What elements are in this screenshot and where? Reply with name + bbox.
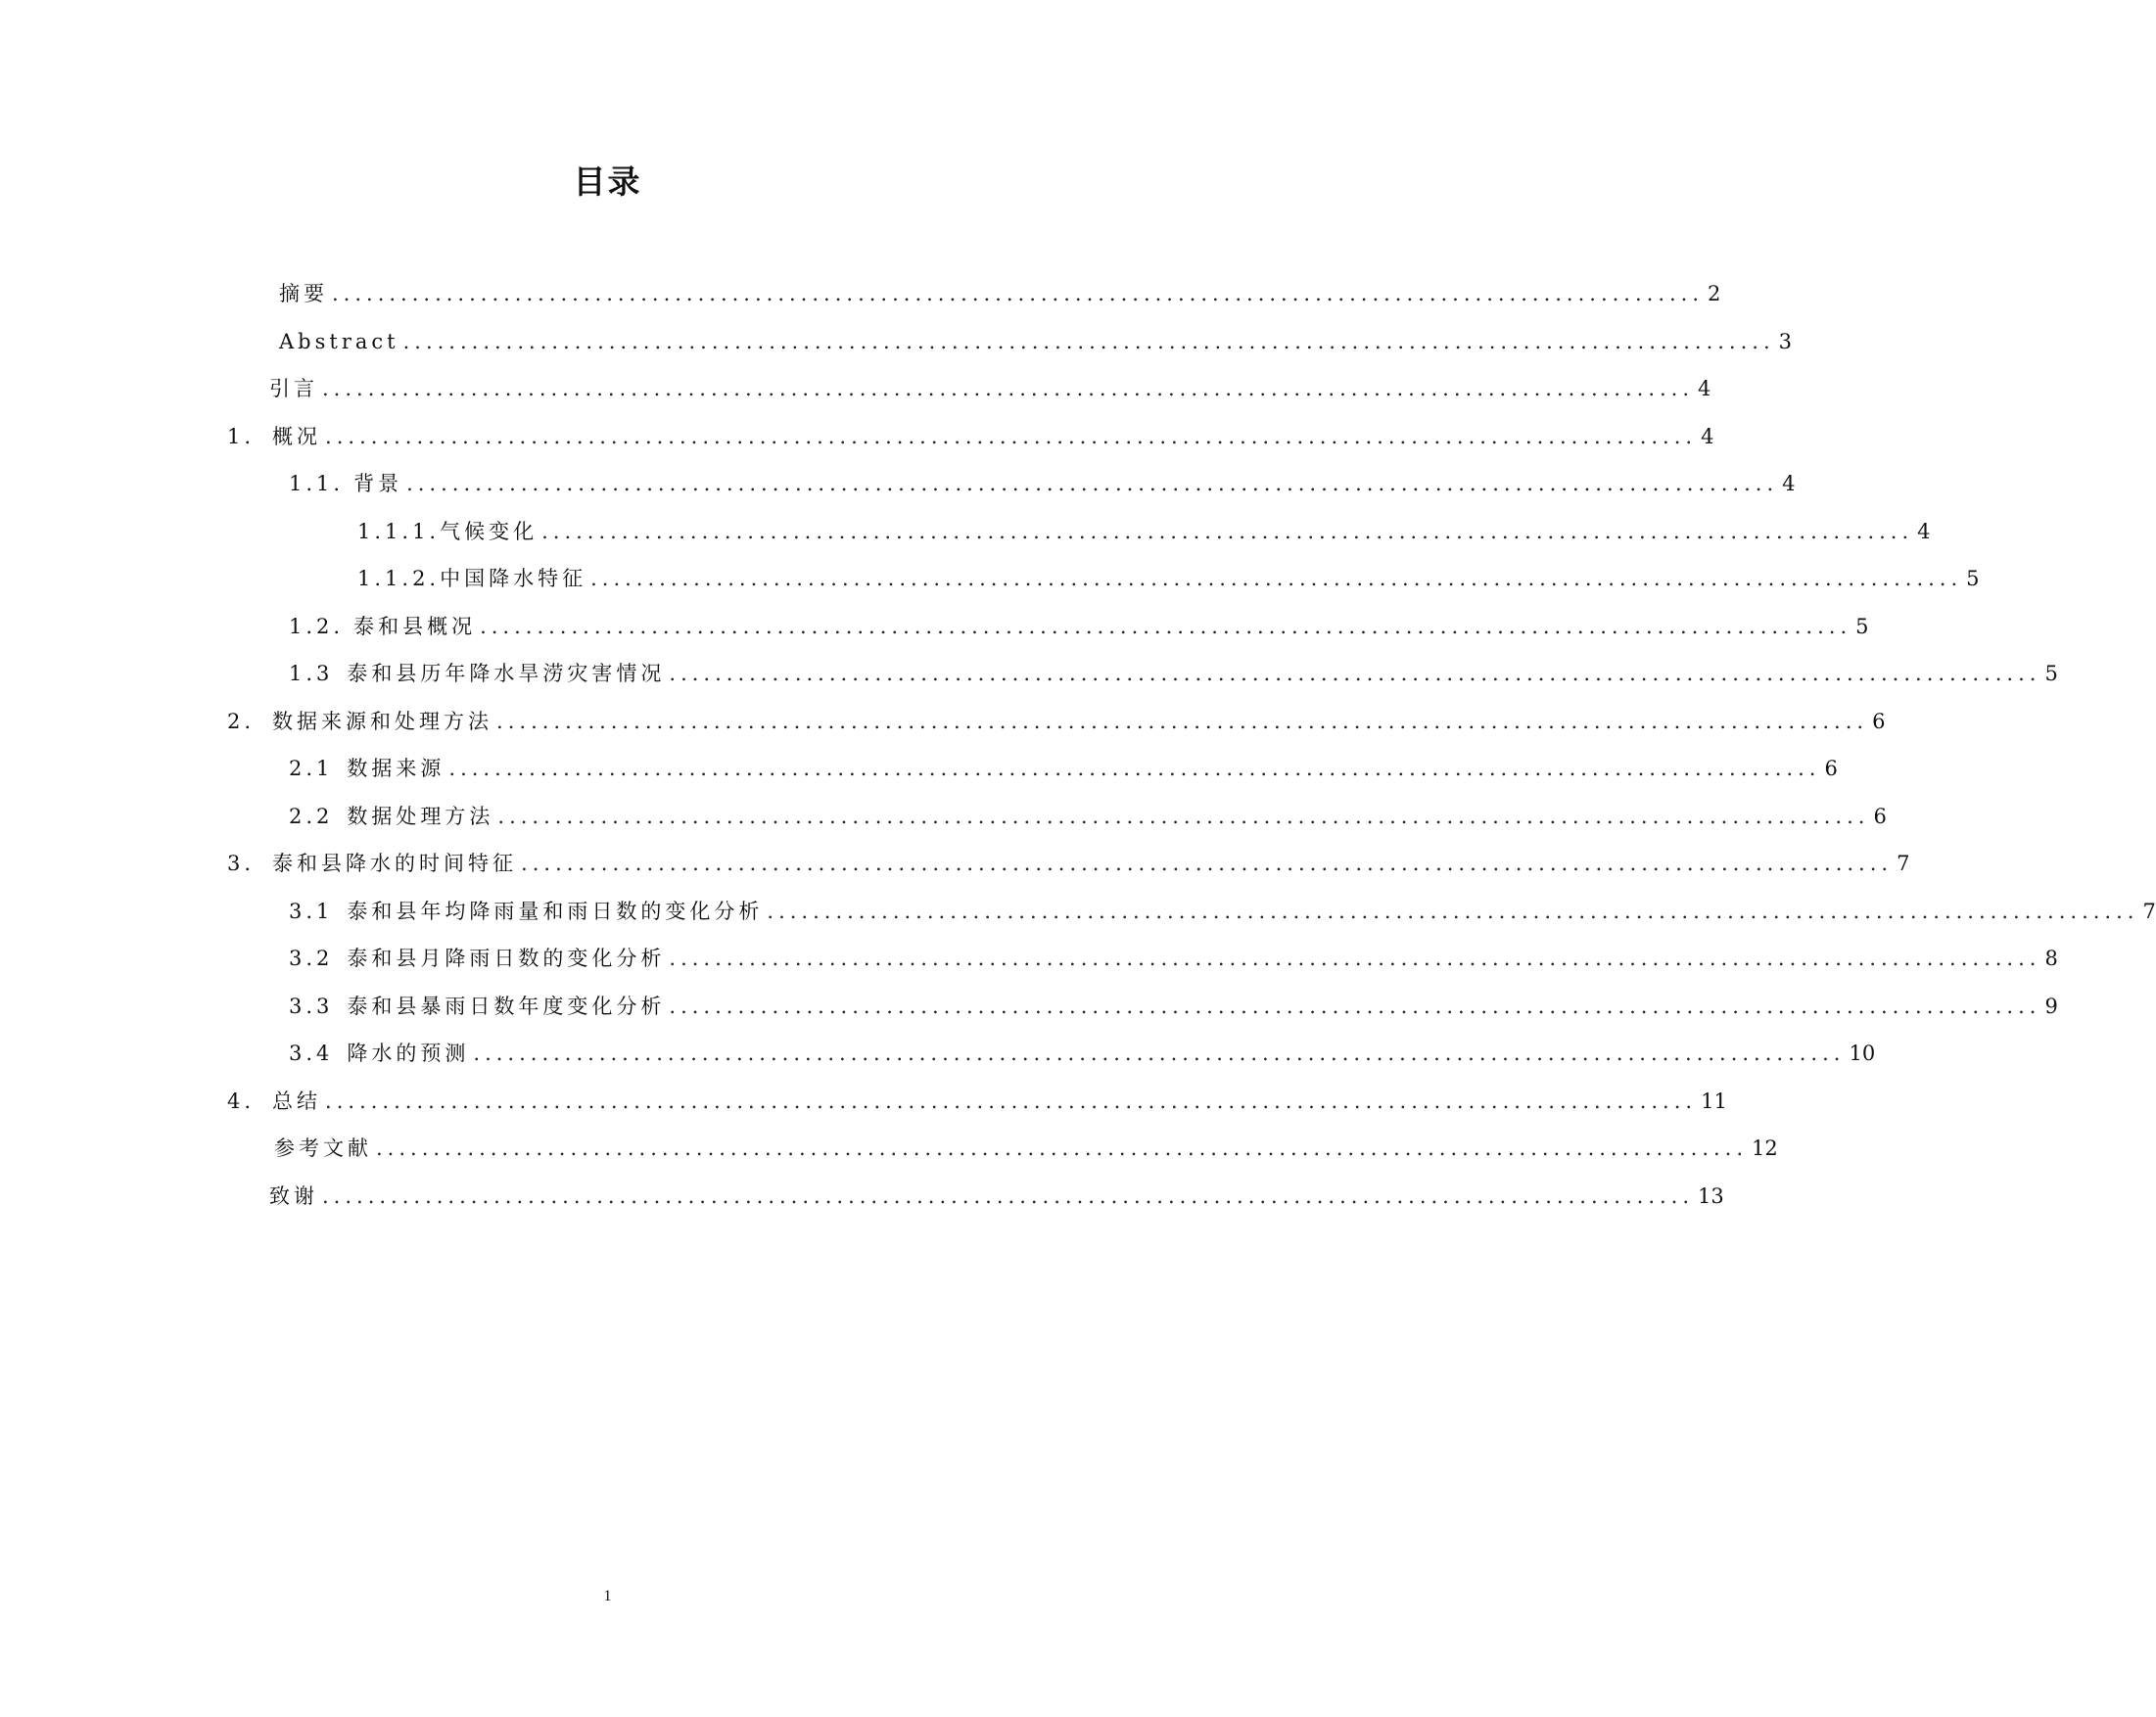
toc-entry-label: 数据处理方法 xyxy=(347,804,494,828)
toc-dot-leader: ........................................................................................................................ xyxy=(669,947,2041,970)
toc-entry-4[interactable] xyxy=(227,1087,1727,1116)
toc-dot-leader: ........................................................................................................................ xyxy=(322,1183,1695,1208)
toc-dot-leader: ........................................................................................................................ xyxy=(590,567,1963,590)
toc-entry-2[interactable] xyxy=(227,707,1886,736)
toc-entry-label: 致谢 xyxy=(269,1183,318,1208)
toc-entry-page: 5 xyxy=(1855,614,1869,638)
toc-entry-abstract-cn[interactable] xyxy=(279,279,1721,308)
toc-entry-number: 3. xyxy=(227,852,256,875)
toc-entry-1-1-1[interactable] xyxy=(357,517,1931,546)
toc-entry-label: 降水的预测 xyxy=(347,1042,470,1065)
toc-entry-label: 总结 xyxy=(272,1089,322,1113)
toc-entry-label: 泰和县降水的时间特征 xyxy=(272,852,518,875)
toc-entry-page: 7 xyxy=(2142,899,2156,923)
toc-entry-1-1-2[interactable] xyxy=(357,564,1980,593)
toc-entry-page: 6 xyxy=(1873,804,1887,828)
toc-dot-leader: ........................................................................................................................ xyxy=(322,377,1695,400)
toc-entry-page: 2 xyxy=(1708,282,1721,305)
toc-entry-page: 9 xyxy=(2044,994,2058,1018)
toc-entry-number: 2.2 xyxy=(289,804,334,828)
toc-entry-number: 3.2 xyxy=(289,947,334,970)
toc-entry-2-2[interactable] xyxy=(289,802,1887,831)
toc-entry-3[interactable] xyxy=(227,849,1910,878)
toc-entry-page: 13 xyxy=(1698,1183,1724,1208)
toc-dot-leader: ........................................................................................................................ xyxy=(669,994,2041,1018)
toc-entry-label: 泰和县暴雨日数年度变化分析 xyxy=(347,994,666,1018)
toc-entry-1-1[interactable] xyxy=(289,469,1796,498)
toc-entry-page: 11 xyxy=(1701,1089,1727,1113)
toc-dot-leader: ........................................................................................................................ xyxy=(406,472,1779,495)
toc-entry-3-1[interactable] xyxy=(289,897,2156,926)
toc-entry-label: 概况 xyxy=(272,424,322,448)
page-number: 1 xyxy=(603,1588,612,1604)
toc-dot-leader: ........................................................................................................................ xyxy=(480,614,1852,638)
toc-entry-number: 1.1.2. xyxy=(357,567,441,590)
toc-entry-2-1[interactable] xyxy=(289,754,1838,783)
toc-entry-label: 气候变化 xyxy=(440,519,539,543)
toc-entry-number: 1.3 xyxy=(289,662,334,685)
toc-entry-page: 4 xyxy=(1698,377,1711,400)
toc-entry-3-3[interactable] xyxy=(289,992,2058,1021)
toc-entry-label: 泰和县概况 xyxy=(353,614,477,638)
toc-entry-label: 背景 xyxy=(353,472,403,495)
toc-entry-number: 1.1. xyxy=(289,472,345,495)
toc-entry-1-2[interactable] xyxy=(289,612,1869,641)
toc-dot-leader: ........................................................................................................................ xyxy=(332,282,1705,305)
toc-dot-leader: ........................................................................................................................ xyxy=(541,519,1914,543)
toc-entry-label: 引言 xyxy=(269,377,318,400)
toc-entry-1-3[interactable] xyxy=(289,659,2058,688)
toc-entry-number: 4. xyxy=(227,1089,256,1113)
toc-entry-page: 7 xyxy=(1897,852,1910,875)
toc-entry-label: 参考文献 xyxy=(274,1137,372,1160)
toc-entry-1[interactable] xyxy=(227,422,1714,451)
toc-entry-page: 4 xyxy=(1782,472,1796,495)
toc-entry-number: 3.4 xyxy=(289,1042,334,1065)
toc-entry-label: 数据来源和处理方法 xyxy=(272,709,493,733)
toc-entry-number: 3.1 xyxy=(289,899,334,923)
toc-entry-label: 泰和县年均降雨量和雨日数的变化分析 xyxy=(347,899,764,923)
toc-dot-leader: ........................................................................................................................ xyxy=(402,329,1775,353)
toc-entry-number: 3.3 xyxy=(289,994,334,1018)
toc-dot-leader: ........................................................................................................................ xyxy=(376,1137,1749,1160)
toc-entry-page: 6 xyxy=(1872,709,1886,733)
toc-entry-page: 5 xyxy=(1966,567,1980,590)
toc-entry-number: 1.2. xyxy=(289,614,345,638)
page-title: 目录 xyxy=(573,162,642,201)
toc-dot-leader: ........................................................................................................................ xyxy=(497,804,1870,828)
toc-entry-number: 2. xyxy=(227,709,256,733)
toc-entry-introduction[interactable] xyxy=(269,374,1711,403)
toc-dot-leader: ........................................................................................................................ xyxy=(325,1089,1698,1113)
toc-entry-3-2[interactable] xyxy=(289,944,2058,973)
toc-entry-3-4[interactable] xyxy=(289,1039,1876,1068)
toc-entry-label: Abstract xyxy=(279,329,399,353)
toc-entry-number: 2.1 xyxy=(289,757,334,780)
toc-dot-leader: ........................................................................................................................ xyxy=(521,852,1894,875)
toc-entry-page: 4 xyxy=(1917,519,1931,543)
toc-entry-label: 摘要 xyxy=(279,282,328,305)
toc-entry-page: 3 xyxy=(1778,329,1793,353)
toc-dot-leader: ........................................................................................................................ xyxy=(669,662,2041,685)
toc-entry-label: 泰和县历年降水旱涝灾害情况 xyxy=(347,662,666,685)
toc-entry-page: 6 xyxy=(1824,757,1838,780)
toc-entry-page: 10 xyxy=(1849,1042,1876,1065)
toc-entry-label: 泰和县月降雨日数的变化分析 xyxy=(347,947,666,970)
toc-entry-label: 中国降水特征 xyxy=(440,567,587,590)
toc-entry-page: 5 xyxy=(2044,662,2058,685)
toc-dot-leader: ........................................................................................................................ xyxy=(325,424,1698,448)
toc-dot-leader: ........................................................................................................................ xyxy=(473,1042,1846,1065)
toc-entry-number: 1. xyxy=(227,424,256,448)
toc-entry-page: 8 xyxy=(2044,947,2058,970)
toc-entry-references[interactable] xyxy=(274,1134,1778,1163)
toc-entry-number: 1.1.1. xyxy=(357,519,441,543)
toc-entry-page: 12 xyxy=(1752,1137,1778,1160)
toc-entry-page: 4 xyxy=(1701,424,1714,448)
toc-dot-leader: ........................................................................................................................ xyxy=(767,899,2139,923)
toc-dot-leader: ........................................................................................................................ xyxy=(496,709,1869,733)
toc-dot-leader: ........................................................................................................................ xyxy=(448,757,1821,780)
toc-entry-label: 数据来源 xyxy=(347,757,445,780)
toc-entry-abstract-en[interactable] xyxy=(279,327,1793,356)
toc-entry-acknowledgements[interactable] xyxy=(269,1182,1724,1211)
